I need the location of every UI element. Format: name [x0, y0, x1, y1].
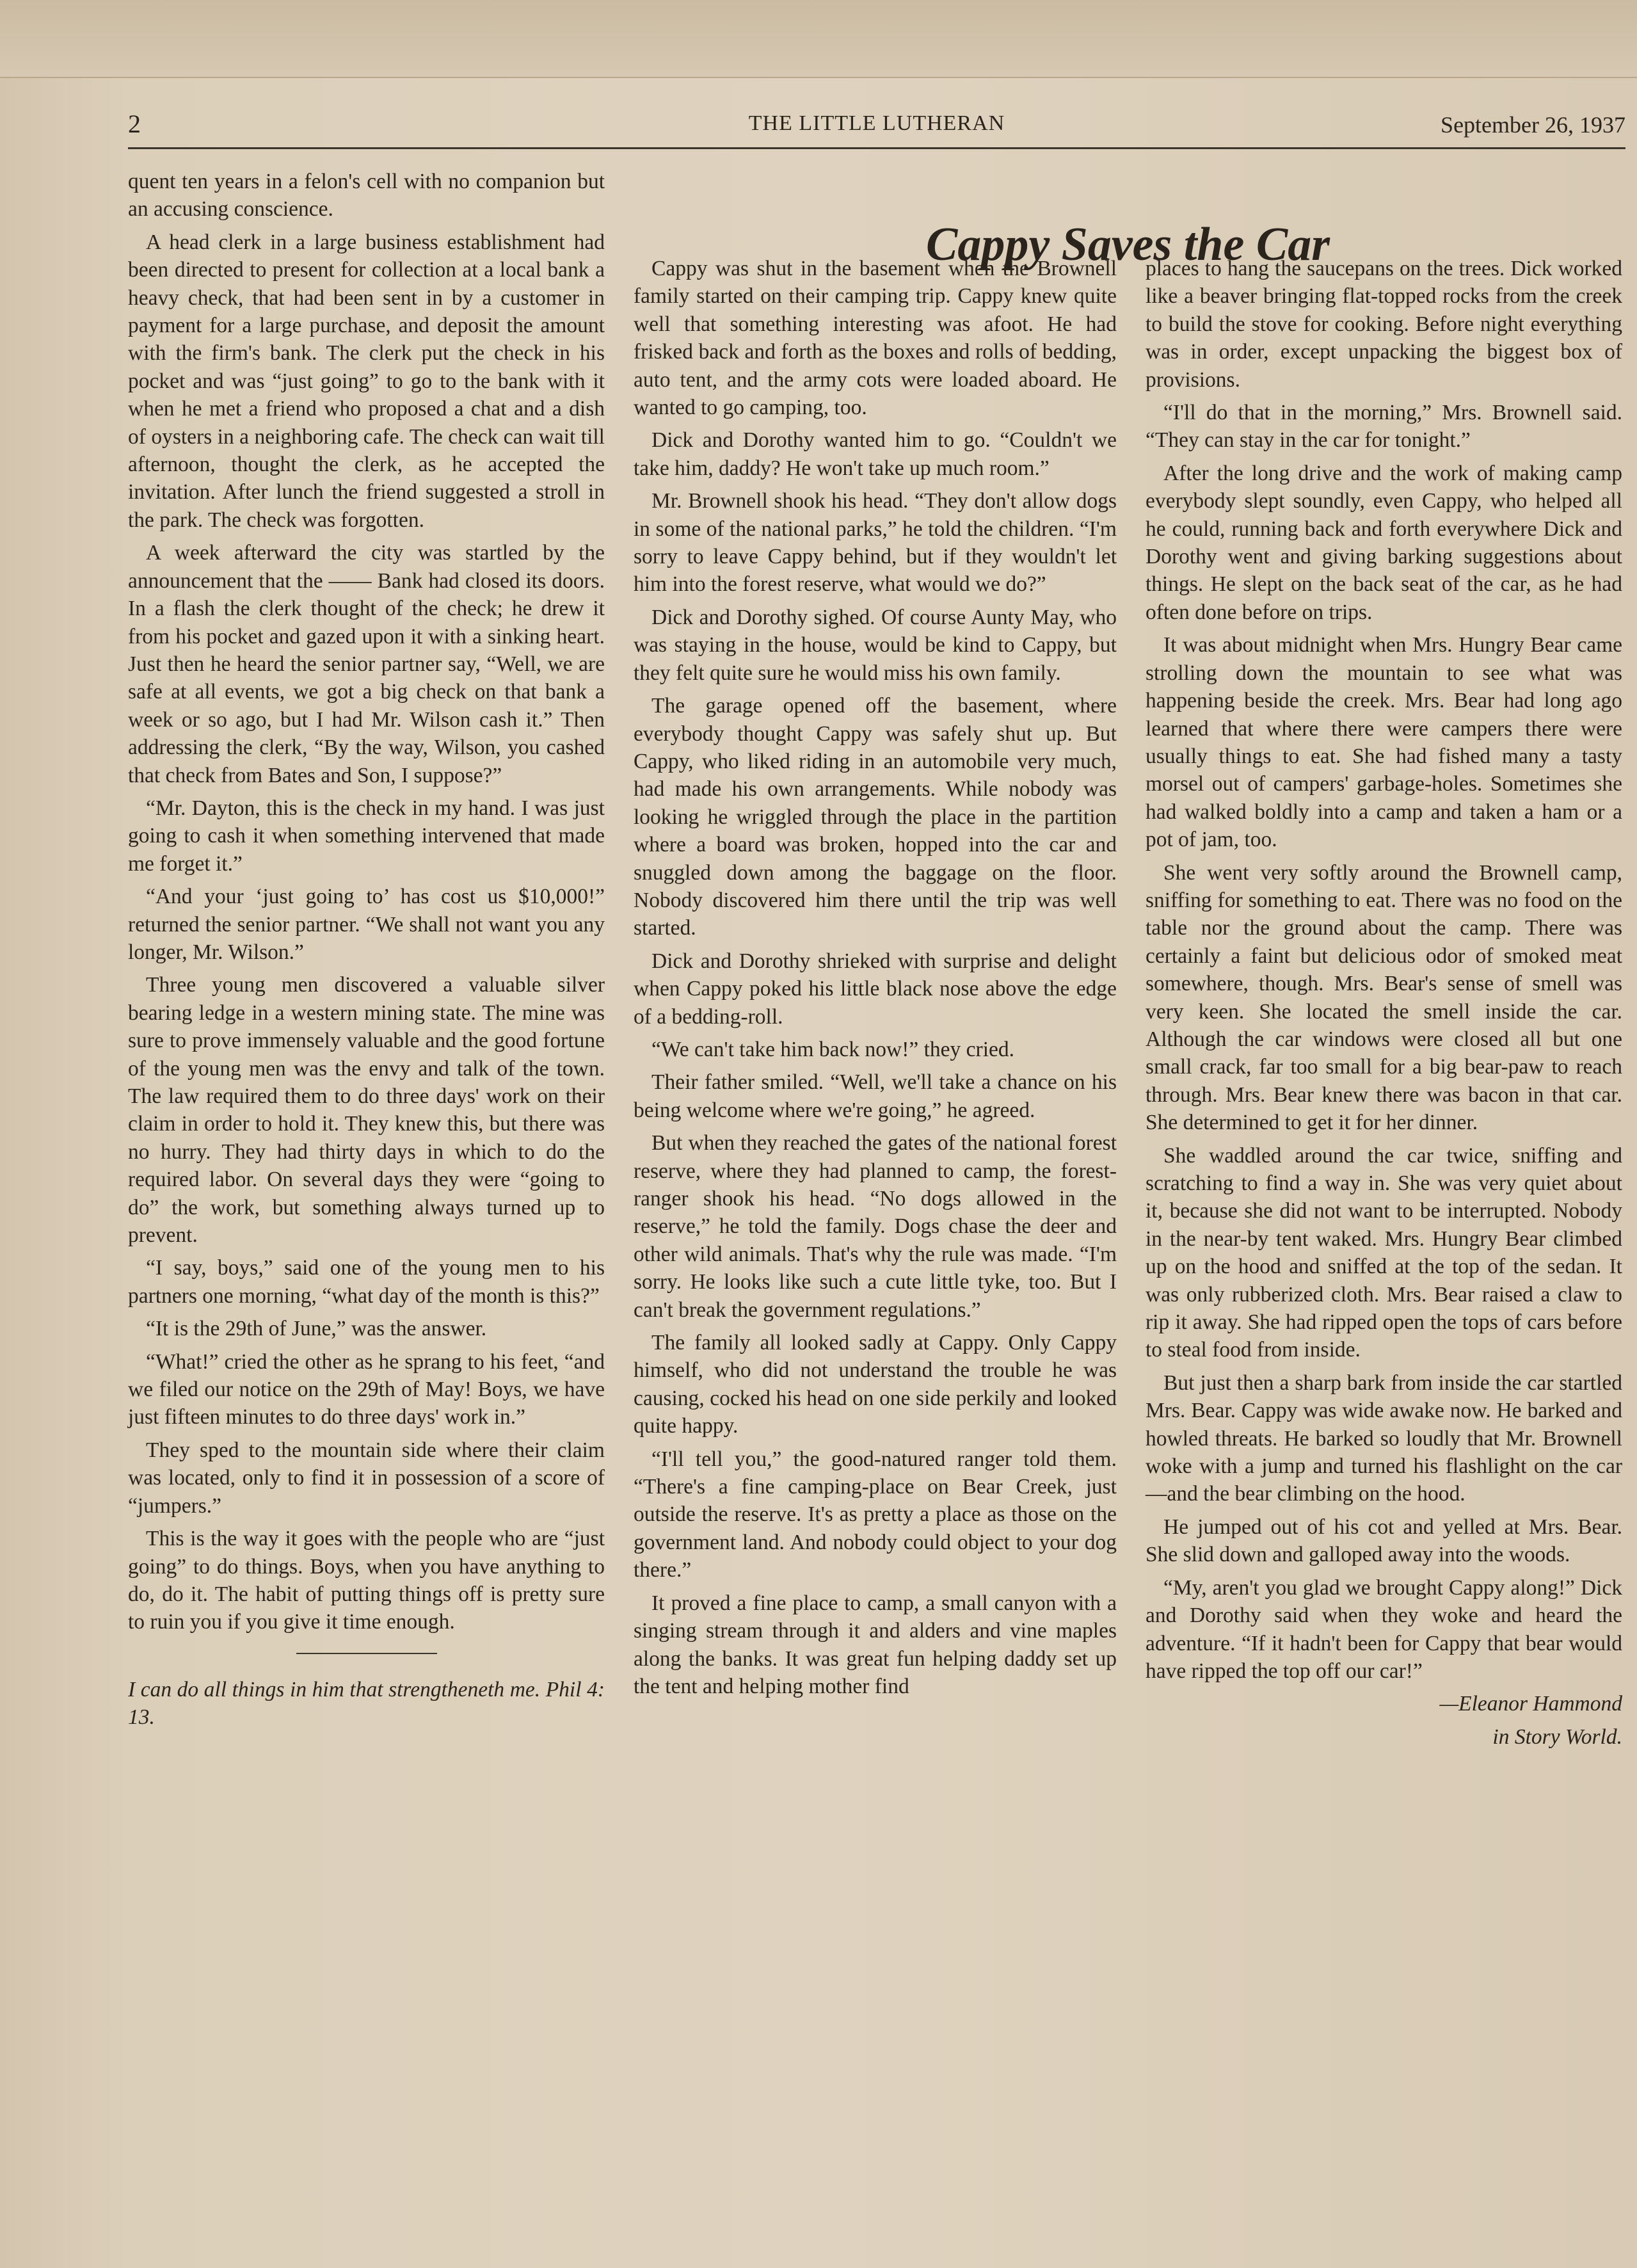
- paragraph: Mr. Brownell shook his head. “They don't allow dogs in some of the national parks,” he told the children. “I'm sorry to leave Cappy behind, but if they wouldn't let him into the forest reserve, what would we do?”: [634, 489, 1117, 597]
- paragraph: But when they reached the gates of the national forest reserve, where they had planned to camp, the forest-ranger shook his head. “No dogs allowed in the reserve,” he told the family. Dogs chase the deer and other wild animals. That's why the rule was made. “I'm sorry. He looks like such a cute little tyke, too. But I can't break the government regulations.”: [634, 1131, 1117, 1322]
- folded-top-edge: [0, 0, 1637, 78]
- page-header: [128, 109, 1625, 149]
- paragraph: Their father smiled. “Well, we'll take a chance on his being welcome where we're going,” he agreed.: [634, 1070, 1117, 1122]
- paragraph: It proved a fine place to camp, a small canyon with a singing stream through it and alders and vine maples along the banks. It was great fun helping daddy set up the tent and helping mother find: [634, 1591, 1117, 1698]
- page-number: 2: [128, 109, 141, 138]
- divider-rule: [296, 1653, 437, 1654]
- paragraph: “We can't take him back now!” they cried.: [651, 1037, 1014, 1061]
- paragraph: This is the way it goes with the people who are “just going” to do things. Boys, when you have anything to do, do it. The habit of putting things off is pretty sure to ruin you if you give it time enough.: [128, 1527, 605, 1634]
- paragraph: After the long drive and the work of making camp everybody slept soundly, even Cappy, who helped all he could, running back and forth everywhere Dick and Dorothy went and giving barking suggestions about things. He slept on the back seat of the car, as he had often done before on trips.: [1146, 461, 1622, 624]
- issue-date: September 26, 1937: [1441, 112, 1625, 138]
- author-byline: —Eleanor Hammond: [1439, 1692, 1622, 1716]
- byline-source: [1146, 1723, 1622, 1751]
- paragraph: “It is the 29th of June,” was the answer.: [146, 1317, 487, 1341]
- paragraph: “My, aren't you glad we brought Cappy along!” Dick and Dorothy said when they woke and heard the adventure. “If it hadn't been for Cappy that bear would have ripped the top off our car!”: [1146, 1575, 1622, 1683]
- story-column-middle: [634, 255, 1117, 1705]
- paragraph: She went very softly around the Brownell camp, sniffing for something to eat. There was no food on the table nor the ground about the camp. There was certainly a faint but delicious odor of smoked meat somewhere, though. Mrs. Bear's sense of smell was very keen. She located the smell inside the car. Although the car windows were closed all but one small crack, far too small for a big bear-paw to reach through. Mrs. Bear knew there was bacon in that car. She determined to get it for her dinner.: [1146, 860, 1622, 1135]
- story-column-right: [1146, 255, 1622, 1756]
- paragraph: A head clerk in a large business establishment had been directed to present for collection at a local bank a heavy check, that had been sent in by a customer in payment for a large purchase, and deposit the amount with the firm's bank. The clerk put the check in his pocket and was “just going” to go to the bank with it when he met a friend who proposed a chat and a dish of oysters in a neighboring cafe. The check can wait till afternoon, thought the clerk, as he accepted the invitation. After lunch the friend suggested a stroll in the park. The check was forgotten.: [128, 230, 605, 532]
- paragraph: “I'll do that in the morning,” Mrs. Brownell said. “They can stay in the car for tonight.”: [1146, 401, 1622, 453]
- paragraph: quent ten years in a felon's cell with no companion but an accusing conscience.: [128, 170, 605, 221]
- paragraph: It was about midnight when Mrs. Hungry Bear came strolling down the mountain to see what was happening beside the creek. Mrs. Bear had long ago learned that where there were campers there were usually things to eat. She had fished many a tasty morsel out of campers' garbage-holes. Sometimes she had walked boldly into a camp and taken a ham or a pot of jam, too.: [1146, 633, 1622, 852]
- paragraph: Three young men discovered a valuable silver bearing ledge in a western mining state. The mine was sure to prove immensely valuable and the good fortune of the young men was the envy and talk of the town. The law required them to do three days' work on their claim in order to hold it. They knew this, but there was no hurry. They had thirty days in which to do the required labor. On several days they were “going to do” the work, but something always turned up to prevent.: [128, 973, 605, 1248]
- paragraph: “And your ‘just going to’ has cost us $10,000!” returned the senior partner. “We shall not want you any longer, Mr. Wilson.”: [128, 885, 605, 964]
- paper-title: THE LITTLE LUTHERAN: [748, 111, 1005, 135]
- bible-verse: I can do all things in him that strengtheneth me. Phil 4: 13.: [128, 1677, 605, 1730]
- paragraph: Dick and Dorothy shrieked with surprise and delight when Cappy poked his little black nose above the edge of a bedding-roll.: [634, 949, 1117, 1029]
- paragraph: places to hang the saucepans on the trees. Dick worked like a beaver bringing flat-topped rocks from the creek to build the stove for cooking. Before night everything was in order, except unpacking the biggest box of provisions.: [1146, 257, 1622, 392]
- paragraph: A week afterward the city was startled by the announcement that the —— Bank had closed its doors. In a flash the clerk thought of the check; he drew it from his pocket and gazed upon it with a sinking heart. Just then he heard the senior partner say, “Well, we are safe at all events, we got a big check on that bank a week or so ago, but I had Mr. Wilson cash it.” Then addressing the clerk, “By the way, Wilson, you cashed that check from Bates and Son, I suppose?”: [128, 541, 605, 787]
- paragraph: But just then a sharp bark from inside the car startled Mrs. Bear. Cappy was wide awake now. He barked and howled threats. He barked so loudly that Mr. Brownell woke with a jump and turned his flashlight on the car—and the bear climbing on the hood.: [1146, 1371, 1622, 1506]
- paragraph: She waddled around the car twice, sniffing and scratching to find a way in. She was very quiet about it, because she did not want to be interrupted. Nobody in the near-by tent waked. Mrs. Hungry Bear climbed up on the hood and sniffed at the top of the sedan. It was only rubberized cloth. Mrs. Bear raised a claw to rip it away. She had ripped open the tops of cars before to steal food from inside.: [1146, 1143, 1622, 1362]
- column-left: [128, 168, 605, 1737]
- paragraph: They sped to the mountain side where their claim was located, only to find it in possession of a score of “jumpers.”: [128, 1438, 605, 1518]
- paragraph: “What!” cried the other as he sprang to his feet, “and we filed our notice on the 29th of May! Boys, we have just fifteen minutes to do three days' work in.”: [128, 1349, 605, 1429]
- paragraph: “Mr. Dayton, this is the check in my hand. I was just going to cash it when something intervened that made me forget it.”: [128, 796, 605, 876]
- byline-source-text: in Story World.: [1492, 1725, 1622, 1749]
- story-title: Cappy Saves the Car: [925, 218, 1330, 271]
- paragraph: The family all looked sadly at Cappy. Only Cappy himself, who did not understand the trouble he was causing, cocked his head on one side perkily and looked quite happy.: [634, 1331, 1117, 1438]
- paragraph: Dick and Dorothy sighed. Of course Aunty May, who was staying in the house, would be kind to Cappy, but they felt quite sure he would miss his own family.: [634, 605, 1117, 685]
- paragraph: “I'll tell you,” the good-natured ranger told them. “There's a fine camping-place on Bear Creek, just outside the reserve. It's as pretty a place as those on the government land. And nobody could object to your dog there.”: [634, 1447, 1117, 1582]
- paragraph: He jumped out of his cot and yelled at Mrs. Bear. She slid down and galloped away into the woods.: [1146, 1515, 1622, 1567]
- paragraph: Cappy was shut in the basement when the Brownell family started on their camping trip. Cappy knew quite well that something interesting was afoot. He had frisked back and forth as the boxes and rolls of bedding, auto tent, and the army cots were loaded aboard. He wanted to go camping, too.: [634, 257, 1117, 420]
- paragraph: “I say, boys,” said one of the young men to his partners one morning, “what day of the month is this?”: [128, 1256, 605, 1308]
- paragraph: Dick and Dorothy wanted him to go. “Couldn't we take him, daddy? He won't take up much room.”: [634, 428, 1117, 480]
- paragraph: The garage opened off the basement, where everybody thought Cappy was safely shut up. But Cappy, who liked riding in an automobile very much, had made his own arrangements. While nobody was looking he wriggled through the place in the partition where a board was broken, hopped into the car and snuggled down among the baggage on the floor. Nobody discovered him there until the trip was well started.: [634, 694, 1117, 940]
